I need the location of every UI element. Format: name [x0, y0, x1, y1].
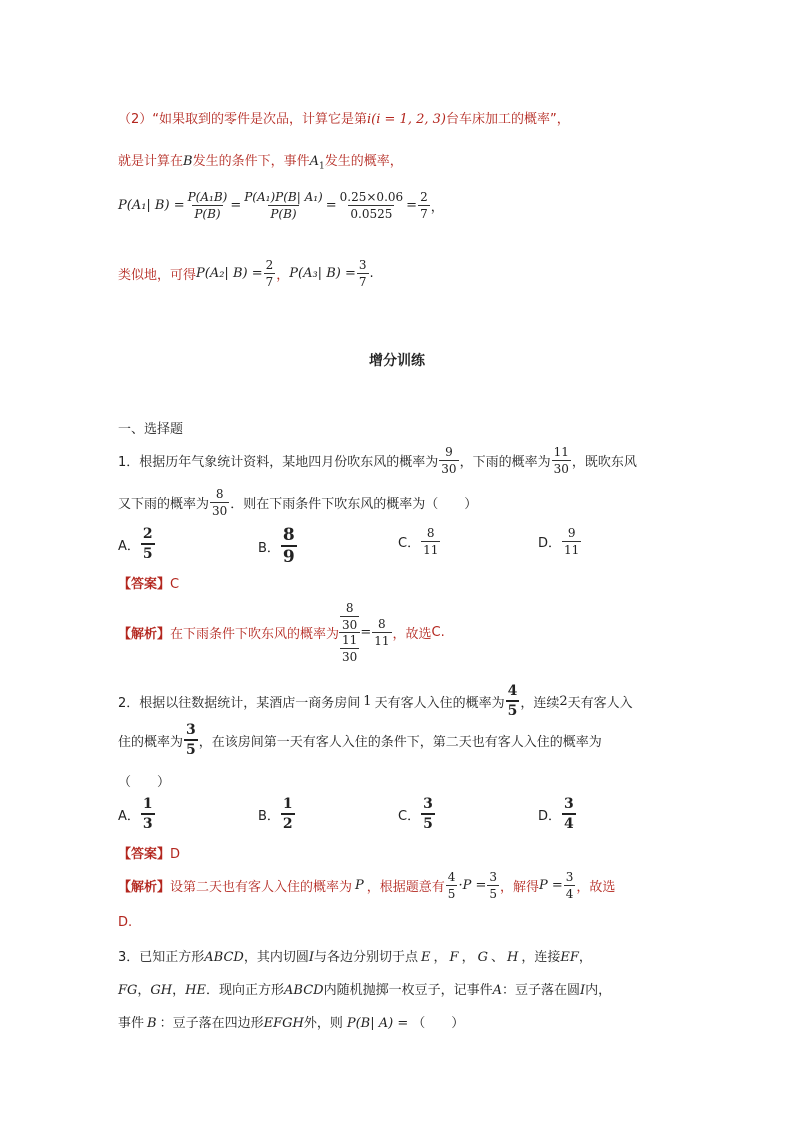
compound-fraction: $\frac{\frac{8}{30}}{\frac{11}{30}}$	[339, 601, 360, 664]
q2-option-b[interactable]: B． $\frac{1}{2}$	[258, 796, 293, 832]
q1-line-2: 又下雨的概率为 $\frac{8}{30}$ ．则在下雨条件下吹东风的概率为（ ）	[118, 487, 478, 518]
fraction: $\frac{3}{4}$	[565, 870, 574, 901]
q2-line-1: 2．根据以往数据统计，某酒店一商务房间 1 天有客人入住的概率为 $\frac{4}{5}$ ，连续 2 天有客人入	[118, 683, 633, 719]
fraction: $\frac{1}{3}$	[142, 796, 153, 832]
solution-line-1: （2）“如果取到的零件是次品，计算它是第i(i = 1, 2, 3)台车床加工的概率”，	[118, 112, 570, 127]
section-heading: 一、选择题	[118, 422, 184, 437]
section-title: 增分训练	[369, 353, 425, 369]
q1-option-c[interactable]: C． $\frac{8}{11}$	[398, 526, 439, 557]
fraction: $\frac{9}{30}$	[441, 445, 457, 476]
q2-line-2: 住的概率为 $\frac{3}{5}$ ，在该房间第一天有客人入住的条件下，第二天也有客人入住的概率为	[118, 722, 602, 758]
q1-explanation: 【解析】 在下雨条件下吹东风的概率为 $\frac{\frac{8}{30}}{\frac{11}{30}}$ = $\frac{8}{11}$ ，故选 C.	[118, 601, 445, 664]
fraction: $\frac{\text{P(A₁)P(B| A₁)}}{P(B)}$	[244, 190, 323, 221]
fraction: $\frac{3}{5}$	[489, 870, 497, 901]
fraction: $\frac{2}{7}$	[420, 190, 428, 221]
q1-option-b[interactable]: B． $\frac{8}{9}$	[258, 525, 295, 567]
fraction: $\frac{8}{30}$	[212, 487, 228, 518]
q3-line-2: FG，GH，HE．现向正方形ABCD内随机抛掷一枚豆子，记事件A：豆子落在圆I内，	[118, 983, 612, 998]
fraction: $\frac{11}{30}$	[553, 445, 569, 476]
fraction: $\frac{8}{11}$	[423, 526, 439, 557]
fraction: $\frac{3}{5}$	[186, 722, 196, 758]
q2-option-d[interactable]: D． $\frac{3}{4}$	[538, 796, 574, 832]
q2-option-a[interactable]: A． $\frac{1}{3}$	[118, 796, 153, 832]
solution-line-2: 就是计算在B发生的条件下，事件$A_1$发生的概率，	[118, 154, 403, 172]
fraction: $\frac{8}{11}$	[374, 617, 390, 648]
fraction: $\frac{4}{5}$	[447, 870, 456, 901]
fraction: $\frac{8}{9}$	[282, 525, 295, 567]
q2-answer: 【答案】D	[118, 847, 181, 862]
fraction: $\frac{9}{11}$	[564, 526, 580, 557]
solution-line-4: 类似地，可得 P(A₂| B) = $\frac{2}{7}$ ， P(A₃| B) = $\frac{3}{7}$ .	[118, 258, 374, 289]
fraction: $\frac{3}{5}$	[423, 796, 433, 832]
q3-line-1: 3．已知正方形ABCD，其内切圆I与各边分别切于点 E ， F ， G 、 H ，连接EF，	[118, 950, 592, 965]
q2-explanation: 【解析】 设第二天也有客人入住的概率为 P ，根据题意有 $\frac{4}{5}$ ·P = $\frac{3}{5}$ ，解得 P = $\frac{3}{4}$ ，故选	[118, 870, 616, 901]
fraction: $\frac{0.25\times 0.06}{0.0525}$	[339, 190, 404, 221]
q1-option-a[interactable]: A． $\frac{2}{5}$	[118, 526, 153, 562]
fraction: $\frac{1}{2}$	[282, 796, 293, 832]
fraction: $\frac{2}{7}$	[265, 258, 274, 289]
fraction: $\frac{3}{4}$	[564, 796, 574, 832]
q2-explanation-end: D.	[118, 915, 133, 930]
fraction: $\frac{2}{5}$	[142, 526, 153, 562]
fraction: $\frac{4}{5}$	[507, 683, 518, 719]
q3-line-3: 事件 B ：豆子落在四边形EFGH外，则 P(B| A) = （ ）	[118, 1016, 465, 1031]
q2-blank: （ ）	[118, 775, 171, 790]
fraction: $\frac{\text{P(A₁B)}}{P(B)}$	[187, 190, 228, 221]
solution-equation: P(A₁| B) = $\frac{\text{P(A₁B)}}{P(B)}$ = $\frac{\text{P(A₁)P(B| A₁)}}{P(B)}$ = $\frac{0.25\times 0.06}{0.0525}$ = $\frac{2}{7}$ ，	[118, 190, 444, 221]
fraction: $\frac{3}{7}$	[358, 258, 367, 289]
q1-option-d[interactable]: D． $\frac{9}{11}$	[538, 526, 580, 557]
q2-option-c[interactable]: C． $\frac{3}{5}$	[398, 796, 433, 832]
q1-line-1: 1．根据历年气象统计资料，某地四月份吹东风的概率为 $\frac{9}{30}$ ，下雨的概率为 $\frac{11}{30}$ ，既吹东风	[118, 445, 637, 476]
q1-answer: 【答案】C	[118, 577, 180, 592]
